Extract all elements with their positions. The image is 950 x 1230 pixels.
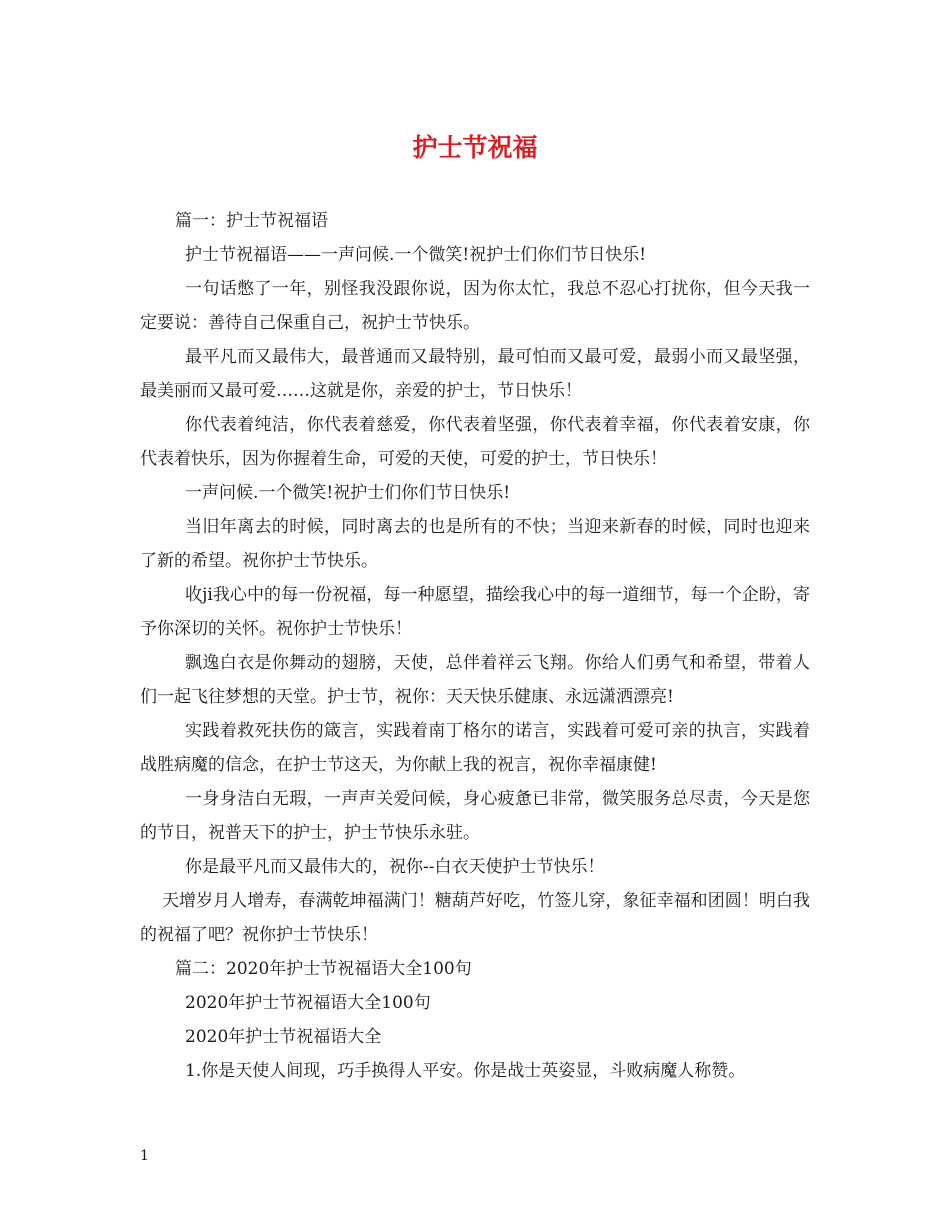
paragraph: 一句话憋了一年，别怪我没跟你说，因为你太忙，我总不忍心打扰你，但今天我一定要说：善待自己保重自己，祝护士节快乐。 [140, 279, 810, 333]
paragraph: 篇一：护士节祝福语 [175, 211, 328, 231]
paragraph: 飘逸白衣是你舞动的翅膀，天使，总伴着祥云飞翔。你给人们勇气和希望，带着人们一起飞往梦想的天堂。护士节，祝你：天天快乐健康、永远潇洒漂亮! [140, 653, 810, 707]
page-title: 护士节祝福 [412, 133, 538, 162]
paragraph: 1.你是天使人间现，巧手换得人平安。你是战士英姿显，斗败病魔人称赞。 [185, 1061, 746, 1081]
paragraph: 篇二：2020年护士节祝福语大全100句 [175, 959, 472, 979]
paragraph: 天增岁月人增寿，春满乾坤福满门！糖葫芦好吃，竹签儿穿，象征幸福和团圆！明白我的祝福了吧？祝你护士节快乐！ [140, 891, 810, 945]
paragraph: 当旧年离去的时候，同时离去的也是所有的不快；当迎来新春的时候，同时也迎来了新的希望。祝你护士节快乐。 [140, 517, 810, 571]
paragraph: 2020年护士节祝福语大全100句 [185, 993, 431, 1013]
page-number: 1 [140, 1148, 149, 1164]
paragraph: 一声问候.一个微笑!祝护士们你们节日快乐! [185, 483, 511, 503]
paragraph: 一身身洁白无瑕，一声声关爱问候，身心疲惫已非常，微笑服务总尽责，今天是您的节日，祝普天下的护士，护士节快乐永驻。 [140, 789, 810, 843]
paragraph: 你是最平凡而又最伟大的，祝你--白衣天使护士节快乐！ [185, 857, 605, 877]
document-body [140, 204, 810, 1088]
paragraph: 护士节祝福语——一声问候.一个微笑!祝护士们你们节日快乐! [185, 245, 647, 265]
paragraph: 收ji我心中的每一份祝福，每一种愿望，描绘我心中的每一道细节，每一个企盼，寄予你深切的关怀。祝你护士节快乐！ [140, 585, 810, 639]
paragraph: 2020年护士节祝福语大全 [185, 1027, 382, 1047]
paragraph: 你代表着纯洁，你代表着慈爱，你代表着坚强，你代表着幸福，你代表着安康，你代表着快乐，因为你握着生命，可爱的天使，可爱的护士，节日快乐！ [140, 415, 810, 469]
paragraph: 最平凡而又最伟大，最普通而又最特别，最可怕而又最可爱，最弱小而又最坚强，最美丽而又最可爱……这就是你，亲爱的护士，节日快乐！ [140, 347, 810, 401]
paragraph: 实践着救死扶伤的箴言，实践着南丁格尔的诺言，实践着可爱可亲的执言，实践着战胜病魔的信念，在护士节这天，为你献上我的祝言，祝你幸福康健! [140, 721, 810, 775]
